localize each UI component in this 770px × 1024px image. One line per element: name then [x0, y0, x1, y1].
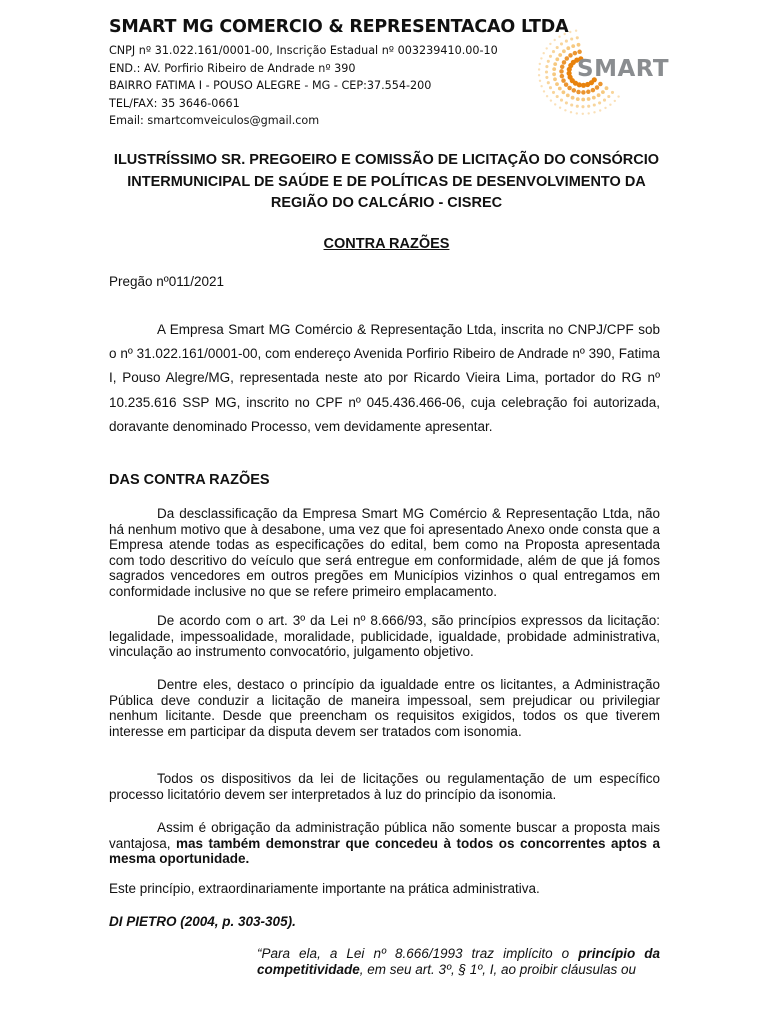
logo-dot: [560, 74, 565, 79]
paragraph-text: Assim é obrigação da administração pública não somente buscar a proposta mais vantajosa,: [109, 820, 660, 851]
logo-dot: [550, 99, 552, 101]
logo-dot: [552, 67, 556, 71]
section-heading: DAS CONTRA RAZÕES: [109, 472, 270, 488]
company-cnpj: CNPJ nº 31.022.161/0001-00, Inscrição Estadual nº 003239410.00-10: [109, 44, 498, 57]
addressee-block: [109, 150, 664, 215]
logo-dot: [549, 86, 552, 89]
logo-dot: [567, 86, 572, 91]
logo-dot: [566, 46, 570, 50]
logo-dot: [581, 105, 584, 108]
logo-dot: [587, 105, 590, 108]
paragraph: Da desclassificação da Empresa Smart MG Comércio & Representação Ltda, não há nenhum motivo que à desabone, uma vez que foi apresentado Anexo onde consta que a Empresa atende todas as especificações do edital, bem como na Proposta apresentada com todo descritivo do veículo que será entregue em conformidade, além de que já fomos sagrados vencedores em outros pregões em Municípios vizinhos o qual entregamos em conformidade inclusive no que se refere primeiro emplacamento.: [109, 506, 660, 599]
logo-dot: [564, 33, 566, 35]
logo-dot: [592, 96, 596, 100]
logo-dot: [552, 72, 556, 76]
logo-dot: [565, 56, 570, 61]
logo-dot: [576, 90, 581, 95]
company-name: SMART MG COMERCIO & REPRESENTACAO LTDA: [109, 17, 569, 37]
logo-dot: [546, 47, 548, 49]
logo-dot: [562, 60, 567, 65]
logo-dot: [546, 95, 548, 97]
logo-dot: [556, 95, 559, 98]
logo-dot: [581, 98, 585, 102]
logo-dot: [555, 57, 559, 61]
paragraph: Todos os dispositivos da lei de licitações ou regulamentação de um específico processo licitatório devem ser interpretados à luz do princípio da isonomia.: [109, 771, 660, 802]
block-quote: [257, 946, 660, 978]
logo-dot: [593, 103, 596, 106]
logo-dot: [554, 103, 556, 105]
logo-dot: [604, 107, 606, 109]
logo-dot: [598, 101, 601, 104]
logo-dot: [566, 94, 570, 98]
logo-dot: [598, 82, 603, 87]
logo-dot: [545, 65, 548, 68]
addressee-line: REGIÃO DO CALCÁRIO - CISREC: [270, 195, 503, 211]
logo-dot: [605, 86, 609, 90]
paragraph: [109, 820, 660, 867]
company-email: Email: smartcomveiculos@gmail.com: [109, 114, 320, 128]
logo-dot: [538, 68, 540, 70]
logo-dot: [554, 39, 556, 41]
company-district: BAIRRO FATIMA I - POUSO ALEGRE - MG - CEP:37.554-200: [109, 79, 432, 93]
logo-text: SMART: [577, 56, 670, 82]
logo-dot: [565, 101, 568, 104]
logo-dot: [552, 91, 555, 94]
logo-dot: [547, 81, 550, 84]
logo-dot: [556, 46, 559, 49]
logo-dot: [593, 111, 595, 113]
pregao-number: Pregão nº011/2021: [109, 274, 225, 289]
logo-dot: [539, 80, 541, 82]
logo-dot: [569, 31, 571, 33]
logo-dot: [540, 57, 542, 59]
logo-dot: [553, 77, 557, 81]
company-phone: TEL/FAX: 35 3646-0661: [109, 96, 240, 110]
logo-dot: [576, 97, 580, 101]
logo-dot: [607, 95, 610, 98]
logo-dot: [597, 93, 601, 97]
logo-dot: [538, 74, 540, 76]
logo-dot: [559, 107, 561, 109]
logo-dot: [599, 109, 601, 111]
company-address: END.: AV. Porfirio Ribeiro de Andrade nº 390: [109, 61, 356, 75]
logo-dot: [601, 90, 605, 94]
logo-dot: [562, 49, 566, 53]
logo-dot: [603, 99, 606, 102]
logo-dot: [570, 37, 573, 40]
logo-dot: [562, 90, 566, 94]
logo-dot: [540, 85, 542, 87]
logo-dot: [614, 100, 616, 102]
logo-dot: [617, 95, 619, 97]
logo-dot: [549, 43, 551, 45]
logo-dot: [588, 112, 590, 114]
logo-dot: [577, 50, 582, 55]
logo-dot: [609, 104, 611, 106]
logo-dot: [577, 43, 581, 47]
logo-dot: [564, 82, 569, 87]
logo-dot: [560, 42, 563, 45]
paragraph: De acordo com o art. 3º da Lei nº 8.666/93, são princípios expressos da licitação: legalidade, impessoalidade, moralidade, publicidade, igualdade, probidade administrativa, vinculação ao instrumento convocatório, julgamento objetivo.: [109, 613, 660, 660]
paragraph-emphasis: mas também demonstrar que concedeu à todos os concorrentes aptos a mesma oportunidade.: [109, 835, 660, 867]
addressee-line: ILUSTRÍSSIMO SR. PREGOEIRO E COMISSÃO DE LICITAÇÃO DO CONSÓRCIO: [113, 152, 660, 168]
logo-dot: [573, 51, 578, 56]
paragraph: Dentre eles, destaco o princípio da igualdade entre os licitantes, a Administração Pública deve conduzir a licitação de maneira impessoal, sem prejudicar ou privilegiar nenhum licitante. Desde que preencham os requisitos exigidos, todos os que tiverem interesse em participar da disputa devem ser tratados com isonomia.: [109, 677, 660, 739]
logo-dot: [571, 96, 575, 100]
logo-dot: [555, 82, 559, 86]
logo-dot: [545, 70, 548, 73]
logo-dot: [611, 91, 614, 94]
logo-dot: [560, 65, 565, 70]
logo-dot: [570, 103, 573, 106]
logo-dot: [587, 97, 591, 101]
paragraph: Este princípio, extraordinariamente importante na prática administrativa.: [109, 881, 540, 896]
logo-dot: [553, 62, 557, 66]
logo-dot: [586, 90, 591, 95]
logo-dot: [545, 76, 548, 79]
logo-dot: [570, 111, 572, 113]
logo-dot: [543, 52, 545, 54]
quote-emphasis: princípio da competitividade: [257, 946, 660, 977]
logo-dot: [576, 112, 578, 114]
quote-text: “Para ela, a Lei nº 8.666/1993 traz implícito o: [257, 946, 579, 961]
logo-dot: [575, 30, 577, 32]
logo-dot: [576, 36, 579, 39]
citation: DI PIETRO (2004, p. 303-305).: [109, 914, 296, 929]
logo-dot: [558, 87, 562, 91]
logo-dot: [559, 69, 564, 74]
intro-paragraph: A Empresa Smart MG Comércio & Representação Ltda, inscrita no CNPJ/CPF sob o nº 31.022.161/0001-00, com endereço Avenida Porfirio Ribeiro de Andrade nº 390, Fatima I, Pouso Alegre/MG, representada neste ato por Ricardo Vieira Lima, portador do RG nº 10.235.616 SSP MG, inscrito no CPF nº 045.436.466-06, cuja celebração foi autorizada, doravante denominado Processo, vem devidamente apresentar.: [109, 322, 660, 434]
logo-dot: [565, 40, 568, 43]
logo-dot: [543, 90, 545, 92]
logo-dot: [572, 88, 577, 93]
logo-dot: [582, 113, 584, 115]
smart-logo: [537, 22, 707, 122]
logo-dot: [568, 53, 573, 58]
document-title: CONTRA RAZÕES: [323, 236, 450, 252]
logo-dot: [576, 105, 579, 108]
addressee-line: INTERMUNICIPAL DE SAÚDE E DE POLÍTICAS DE DESENVOLVIMENTO DA: [127, 173, 646, 190]
logo-dot: [595, 85, 600, 90]
logo-dot: [564, 109, 566, 111]
logo-dot: [558, 53, 562, 57]
logo-dot: [571, 44, 575, 48]
logo-dot: [560, 99, 563, 102]
logo-dot: [549, 55, 552, 58]
logo-dot: [552, 50, 555, 53]
logo-dot: [558, 36, 560, 38]
logo-dot: [547, 60, 550, 63]
quote-text: , em seu art. 3º, § 1º, I, ao proibir cláusulas ou: [359, 962, 637, 977]
logo-dot: [561, 78, 566, 83]
logo-dot: [539, 63, 541, 65]
logo-dot: [591, 88, 596, 93]
logo-dot: [581, 90, 586, 95]
